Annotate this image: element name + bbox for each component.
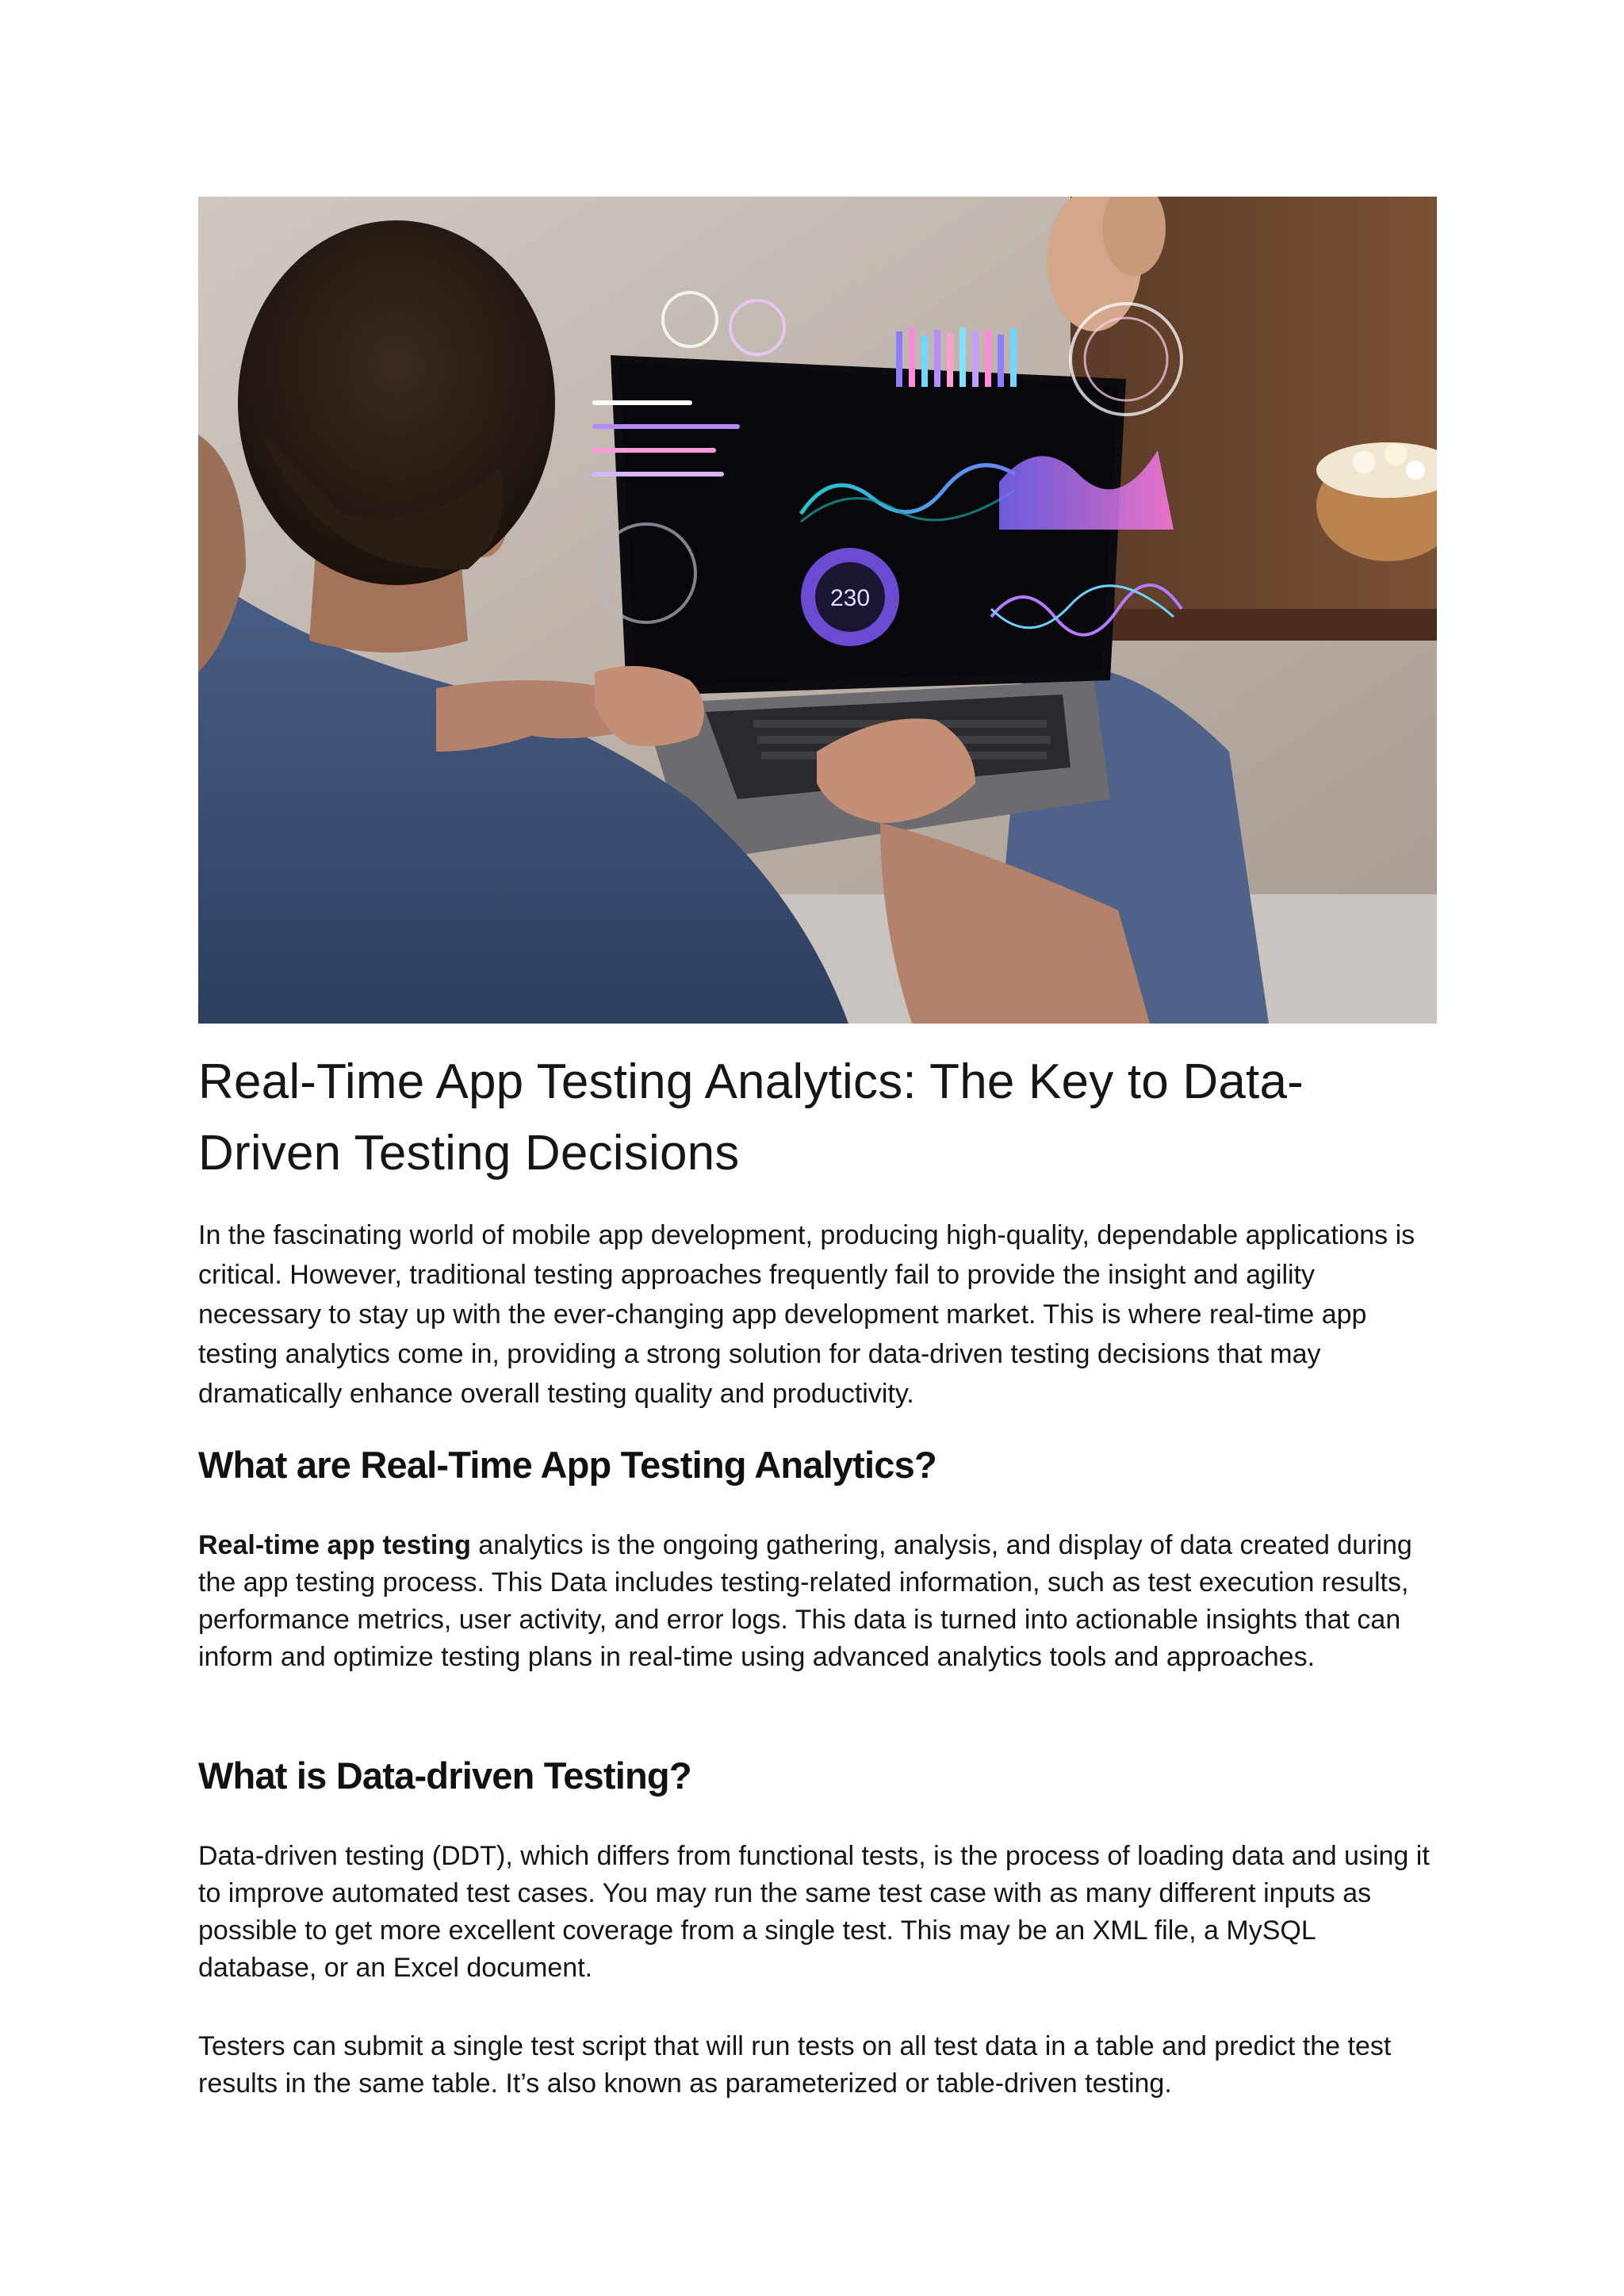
screen-readout: 230	[829, 585, 871, 611]
article-title: Real-Time App Testing Analytics: The Key to Data-Driven Testing Decisions	[198, 1054, 1304, 1181]
realtime-analytics-text: analytics is the ongoing gathering, analysis, and display of data created during the app testing process. This Data includes testing-related information, such as test execution results, performance metrics, user activity, and error logs. This data is turned into actionable insights that can inform and optimize testing plans in real-time using advanced analytics tools and approaches.	[198, 1530, 1412, 1672]
realtime-analytics-paragraph	[198, 1527, 1437, 1676]
data-driven-paragraph-2: Testers can submit a single test script that will run tests on all test data in a table and predict the test results in the same table. It’s also known as parameterized or table-driven testing.	[198, 2031, 1392, 2099]
intro-paragraph: In the fascinating world of mobile app development, producing high-quality, dependable applications is critical. However, traditional testing approaches frequently fail to provide the insight and agility necessary to stay up with the ever-changing app development market. This is where real-time app testing analytics come in, providing a strong solution for data-driven testing decisions that may dramatically enhance overall testing quality and productivity.	[198, 1220, 1415, 1409]
data-driven-paragraph-1: Data-driven testing (DDT), which differs from functional tests, is the process of loading data and using it to improve automated test cases. You may run the same test case with as many different inputs as possible to get more excellent coverage from a single test. This may be an XML file, a MySQL database, or an Excel document.	[198, 1841, 1430, 1983]
section-heading-data-driven-testing: What is Data-driven Testing?	[198, 1755, 691, 1797]
realtime-app-testing-bold: Real-time app testing	[198, 1530, 471, 1560]
hero-image	[198, 197, 1437, 1024]
section-heading-realtime-analytics: What are Real-Time App Testing Analytics?	[198, 1444, 936, 1486]
